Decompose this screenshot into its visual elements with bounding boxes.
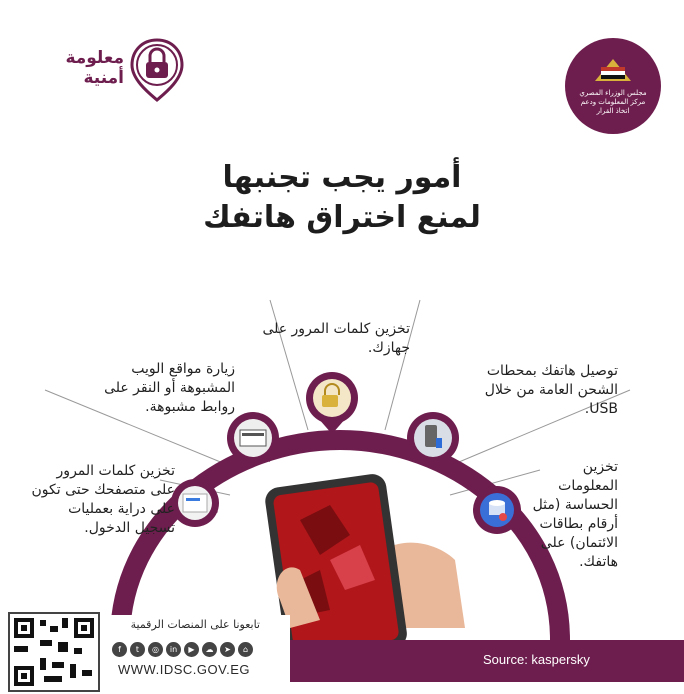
youtube-icon[interactable]: ▶ bbox=[184, 642, 199, 657]
website-link-icon[interactable]: ⌂ bbox=[238, 642, 253, 657]
follow-us-text: تابعونا على المنصات الرقمية bbox=[130, 618, 260, 631]
database-icon bbox=[473, 486, 521, 534]
tip-browser-passwords: تخزين كلمات المرور على متصفحك حتى تكون على دراية بعمليات تسجيل الدخول. bbox=[31, 463, 175, 536]
title-line2: لمنع اختراق هاتفك bbox=[203, 200, 481, 235]
soundcloud-icon[interactable]: ☁ bbox=[202, 642, 217, 657]
qr-code[interactable] bbox=[8, 612, 100, 692]
telegram-icon[interactable]: ➤ bbox=[220, 642, 235, 657]
qr-pattern bbox=[10, 614, 98, 690]
org-name-line1: مجلس الوزراء المصري bbox=[579, 88, 647, 97]
title-line1: أمور يجب تجنبها bbox=[222, 160, 462, 195]
tip-public-charging: توصيل هاتفك بمحطات الشحن العامة من خلال USB. bbox=[484, 363, 618, 417]
tip-store-passwords-device: تخزين كلمات المرور على جهازك. bbox=[262, 321, 410, 356]
tip-sensitive-info: تخزين المعلومات الحساسة (مثل أرقام بطاقات الائتمان) على هاتفك. bbox=[532, 459, 618, 570]
badge-line1: معلومة bbox=[65, 48, 124, 68]
password-lock-icon bbox=[306, 372, 358, 434]
source-credit: Source: kaspersky bbox=[483, 652, 590, 667]
instagram-icon[interactable]: ◎ bbox=[148, 642, 163, 657]
facebook-icon[interactable]: f bbox=[112, 642, 127, 657]
tip-suspicious-websites: زيارة مواقع الويب المشبوهة أو النقر على روابط مشبوهة. bbox=[104, 361, 235, 415]
charging-cable-icon bbox=[407, 412, 459, 464]
browser-icon bbox=[171, 479, 219, 527]
website-url[interactable]: WWW.IDSC.GOV.EG bbox=[118, 662, 250, 677]
social-icons[interactable] bbox=[112, 642, 253, 657]
linkedin-icon[interactable]: in bbox=[166, 642, 181, 657]
badge-line2: أمنية bbox=[83, 68, 124, 88]
twitter-icon[interactable]: t bbox=[130, 642, 145, 657]
website-icon bbox=[227, 412, 279, 464]
org-name-line2: مركز المعلومات ودعم اتخاذ القرار bbox=[580, 97, 646, 115]
